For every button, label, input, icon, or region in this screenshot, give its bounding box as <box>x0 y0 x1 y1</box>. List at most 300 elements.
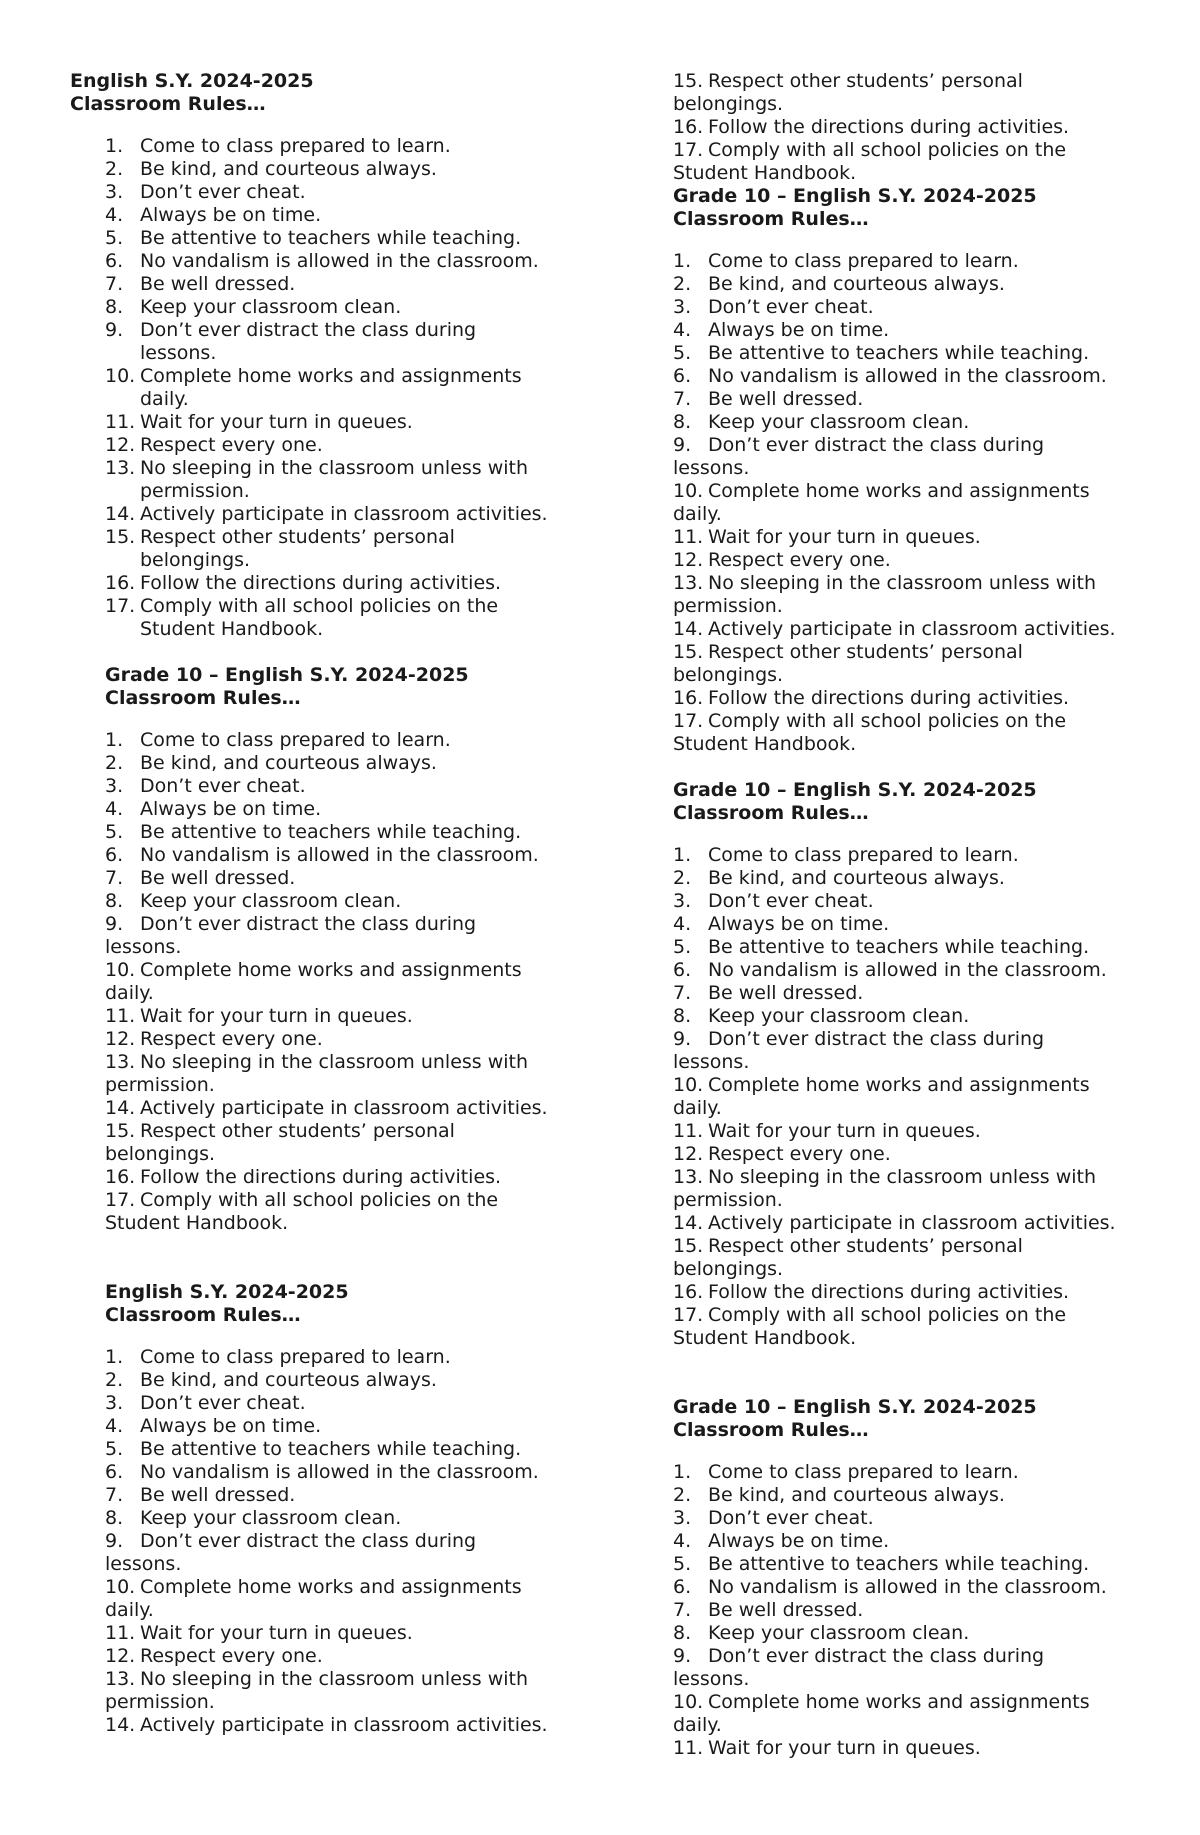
rule-text: Be attentive to teachers while teaching. <box>708 936 1090 958</box>
rule-number: 10. <box>673 1691 704 1713</box>
rule-number: 1. <box>105 1346 124 1368</box>
rule-text: permission. <box>105 1691 215 1713</box>
section-title <box>673 1396 1037 1419</box>
rule-text: Be kind, and courteous always. <box>140 158 437 180</box>
rule-number: 6. <box>105 1461 124 1483</box>
rule-continuation <box>673 93 783 116</box>
rule-text: daily. <box>673 1714 722 1736</box>
rule-text: Complete home works and assignments <box>708 1691 1090 1713</box>
rule-number: 13. <box>673 572 704 594</box>
rule-text: Don’t ever cheat. <box>140 181 306 203</box>
rule-item <box>105 1668 528 1691</box>
rule-text: lessons. <box>673 1051 750 1073</box>
rule-continuation <box>673 162 856 185</box>
rule-number: 4. <box>105 204 124 226</box>
rule-text: Don’t ever distract the class during <box>708 1028 1045 1050</box>
rule-item <box>105 273 295 296</box>
rule-text: Wait for your turn in queues. <box>140 1622 413 1644</box>
rule-text: Complete home works and assignments <box>708 480 1090 502</box>
heading-text: Classroom Rules… <box>673 802 869 824</box>
rule-number: 8. <box>105 1507 124 1529</box>
rule-text: Always be on time. <box>708 319 890 341</box>
rule-number: 7. <box>105 867 124 889</box>
rule-continuation <box>105 1074 215 1097</box>
rule-number: 1. <box>105 729 124 751</box>
rule-item <box>105 319 476 342</box>
rule-item <box>673 1143 891 1166</box>
rule-item <box>673 959 1107 982</box>
rule-item <box>673 411 969 434</box>
rule-number: 13. <box>105 1051 136 1073</box>
rule-text: No vandalism is allowed in the classroom. <box>140 1461 539 1483</box>
rule-text: Complete home works and assignments <box>708 1074 1090 1096</box>
rule-number: 15. <box>673 641 704 663</box>
rule-number: 12. <box>105 1028 136 1050</box>
rule-text: Be well dressed. <box>708 982 864 1004</box>
rule-text: permission. <box>105 1074 215 1096</box>
rule-text: Comply with all school policies on the <box>708 1304 1067 1326</box>
rule-number: 13. <box>105 1668 136 1690</box>
rule-number: 10. <box>105 1576 136 1598</box>
rule-text: lessons. <box>105 1553 182 1575</box>
rule-item <box>673 1737 981 1760</box>
rule-continuation <box>105 1212 288 1235</box>
rule-item <box>673 710 1066 733</box>
rule-continuation <box>105 936 181 959</box>
rule-item <box>673 342 1089 365</box>
rule-item <box>105 798 321 821</box>
rule-text: Respect every one. <box>708 1143 891 1165</box>
rule-number: 15. <box>105 526 136 548</box>
rule-number: 4. <box>105 1415 124 1437</box>
rule-text: Be attentive to teachers while teaching. <box>708 1553 1090 1575</box>
rule-text: Respect every one. <box>140 434 323 456</box>
rule-item <box>673 434 1044 457</box>
rule-number: 5. <box>673 936 692 958</box>
rule-text: Don’t ever distract the class during <box>140 913 477 935</box>
section-title <box>105 664 469 687</box>
rule-text: Be attentive to teachers while teaching. <box>140 821 522 843</box>
heading-text: Grade 10 – English S.Y. 2024-2025 <box>673 1396 1037 1418</box>
rule-item <box>105 1028 323 1051</box>
rule-number: 16. <box>673 116 704 138</box>
rule-number: 3. <box>105 1392 124 1414</box>
rule-item <box>673 1599 863 1622</box>
rule-text: daily. <box>140 388 189 410</box>
rule-text: Don’t ever distract the class during <box>708 434 1045 456</box>
rule-number: 17. <box>105 595 136 617</box>
rule-number: 17. <box>105 1189 136 1211</box>
rule-number: 2. <box>673 273 692 295</box>
section-subtitle <box>673 802 869 825</box>
rule-item <box>105 1645 323 1668</box>
rule-text: Keep your classroom clean. <box>140 890 402 912</box>
rule-item <box>105 434 323 457</box>
rule-number: 15. <box>673 70 704 92</box>
rule-number: 8. <box>105 296 124 318</box>
rule-item <box>673 1166 1096 1189</box>
rule-text: Don’t ever cheat. <box>140 775 306 797</box>
rule-item <box>673 1005 969 1028</box>
rule-item <box>673 913 889 936</box>
rule-text: daily. <box>673 1097 722 1119</box>
rule-item <box>105 775 306 798</box>
rule-number: 7. <box>673 388 692 410</box>
rule-text: Be kind, and courteous always. <box>708 867 1005 889</box>
rule-item <box>673 1576 1107 1599</box>
rule-item <box>673 982 863 1005</box>
rule-text: No vandalism is allowed in the classroom. <box>140 250 539 272</box>
rule-number: 6. <box>673 1576 692 1598</box>
rule-item <box>673 116 1069 139</box>
rule-number: 1. <box>105 135 124 157</box>
rule-text: Complete home works and assignments <box>140 365 522 387</box>
rule-text: Wait for your turn in queues. <box>708 1120 981 1142</box>
rule-number: 3. <box>105 181 124 203</box>
rule-number: 15. <box>673 1235 704 1257</box>
rule-continuation <box>140 618 323 641</box>
rule-item <box>105 1120 455 1143</box>
rule-number: 2. <box>105 752 124 774</box>
rule-number: 2. <box>673 1484 692 1506</box>
rule-item <box>105 913 476 936</box>
rule-continuation <box>673 1189 783 1212</box>
rule-text: belongings. <box>673 664 784 686</box>
rule-text: No sleeping in the classroom unless with <box>708 572 1097 594</box>
rule-text: Respect other students’ personal <box>140 526 455 548</box>
rule-text: lessons. <box>105 936 182 958</box>
rule-item <box>105 1005 413 1028</box>
rule-item <box>673 1691 1090 1714</box>
rule-text: Complete home works and assignments <box>140 1576 522 1598</box>
rule-text: daily. <box>673 503 722 525</box>
rule-number: 5. <box>105 227 124 249</box>
rule-text: Wait for your turn in queues. <box>140 1005 413 1027</box>
rule-item <box>105 204 321 227</box>
heading-text: Classroom Rules… <box>105 1304 301 1326</box>
rule-text: Don’t ever cheat. <box>708 1507 874 1529</box>
rule-item <box>673 1212 1116 1235</box>
rule-text: Come to class prepared to learn. <box>140 135 451 157</box>
rule-continuation <box>673 733 856 756</box>
rule-text: Student Handbook. <box>673 1327 857 1349</box>
rule-item <box>105 250 539 273</box>
rule-item <box>673 1074 1090 1097</box>
rule-number: 9. <box>105 319 124 341</box>
rule-item <box>105 1189 498 1212</box>
rule-number: 2. <box>105 158 124 180</box>
rule-item <box>673 1028 1044 1051</box>
rule-text: No sleeping in the classroom unless with <box>708 1166 1097 1188</box>
rule-item <box>105 572 501 595</box>
heading-text: Classroom Rules… <box>673 1419 869 1441</box>
rule-text: Respect every one. <box>708 549 891 571</box>
rule-item <box>673 1281 1069 1304</box>
rule-continuation <box>673 503 722 526</box>
rule-text: Be well dressed. <box>708 388 864 410</box>
rule-text: Don’t ever distract the class during <box>140 1530 477 1552</box>
rule-continuation <box>105 1691 215 1714</box>
section-subtitle <box>105 1304 301 1327</box>
rule-text: Don’t ever distract the class during <box>140 319 477 341</box>
rule-number: 5. <box>673 1553 692 1575</box>
rule-text: Don’t ever cheat. <box>140 1392 306 1414</box>
rule-text: Be well dressed. <box>140 273 296 295</box>
heading-text: English S.Y. 2024-2025 <box>105 1281 349 1303</box>
rule-item <box>105 821 521 844</box>
rule-number: 1. <box>673 844 692 866</box>
rule-number: 6. <box>673 365 692 387</box>
rule-item <box>105 227 521 250</box>
rule-text: Come to class prepared to learn. <box>140 1346 451 1368</box>
rule-text: Actively participate in classroom activities. <box>140 503 548 525</box>
rule-item <box>673 1530 889 1553</box>
rule-number: 14. <box>105 1097 136 1119</box>
section-subtitle <box>70 93 266 116</box>
rule-number: 10. <box>673 480 704 502</box>
rule-item <box>105 181 306 204</box>
rule-text: Actively participate in classroom activities. <box>708 1212 1116 1234</box>
rule-item <box>673 388 863 411</box>
rule-number: 4. <box>105 798 124 820</box>
heading-text: Classroom Rules… <box>673 208 869 230</box>
rule-number: 11. <box>105 1005 136 1027</box>
rule-text: Come to class prepared to learn. <box>140 729 451 751</box>
rule-text: Respect other students’ personal <box>708 641 1023 663</box>
rule-text: Follow the directions during activities. <box>708 687 1070 709</box>
rule-text: Respect every one. <box>140 1645 323 1667</box>
rule-text: Be kind, and courteous always. <box>140 752 437 774</box>
rule-text: Always be on time. <box>708 1530 890 1552</box>
rule-number: 8. <box>673 411 692 433</box>
rule-text: permission. <box>673 595 783 617</box>
rule-item <box>105 844 539 867</box>
rule-item <box>105 411 413 434</box>
rule-item <box>105 526 455 549</box>
rule-text: lessons. <box>140 342 217 364</box>
rule-text: Keep your classroom clean. <box>140 296 402 318</box>
rule-item <box>105 752 437 775</box>
rule-number: 14. <box>105 503 136 525</box>
heading-text: Grade 10 – English S.Y. 2024-2025 <box>673 779 1037 801</box>
rule-item <box>105 1484 295 1507</box>
rule-text: Come to class prepared to learn. <box>708 250 1019 272</box>
rule-text: Don’t ever cheat. <box>708 296 874 318</box>
rule-item <box>673 1304 1066 1327</box>
rule-item <box>105 457 528 480</box>
rule-number: 16. <box>105 1166 136 1188</box>
rule-item <box>105 158 437 181</box>
rule-item <box>105 1369 437 1392</box>
rule-text: Follow the directions during activities. <box>140 1166 502 1188</box>
rule-continuation <box>105 982 154 1005</box>
rule-text: Always be on time. <box>140 798 322 820</box>
rule-item <box>673 844 1019 867</box>
rule-number: 8. <box>673 1005 692 1027</box>
rule-text: Be kind, and courteous always. <box>708 1484 1005 1506</box>
rule-continuation <box>673 1258 783 1281</box>
heading-text: English S.Y. 2024-2025 <box>70 70 314 92</box>
rule-item <box>673 890 874 913</box>
rule-number: 10. <box>673 1074 704 1096</box>
rule-text: Always be on time. <box>140 1415 322 1437</box>
rule-number: 2. <box>673 867 692 889</box>
rule-text: No sleeping in the classroom unless with <box>140 1668 529 1690</box>
rule-continuation <box>673 595 783 618</box>
rule-number: 14. <box>673 1212 704 1234</box>
rule-item <box>105 135 451 158</box>
rule-item <box>673 139 1066 162</box>
rule-continuation <box>140 342 216 365</box>
rule-text: permission. <box>673 1189 783 1211</box>
rule-text: Be well dressed. <box>140 1484 296 1506</box>
rule-number: 7. <box>105 1484 124 1506</box>
rule-number: 11. <box>673 1737 704 1759</box>
rule-continuation <box>105 1143 215 1166</box>
rule-text: Actively participate in classroom activities. <box>140 1097 548 1119</box>
rule-number: 5. <box>105 821 124 843</box>
rule-item <box>673 319 889 342</box>
rule-item <box>105 1530 476 1553</box>
rule-item <box>105 729 451 752</box>
rule-number: 11. <box>673 1120 704 1142</box>
rule-number: 16. <box>673 1281 704 1303</box>
rule-number: 9. <box>105 913 124 935</box>
heading-text: Grade 10 – English S.Y. 2024-2025 <box>673 185 1037 207</box>
rule-number: 9. <box>673 1028 692 1050</box>
rule-item <box>105 1507 401 1530</box>
rule-number: 7. <box>105 273 124 295</box>
rule-text: Come to class prepared to learn. <box>708 1461 1019 1483</box>
rule-item <box>673 526 981 549</box>
rule-text: Don’t ever cheat. <box>708 890 874 912</box>
rule-item <box>105 1622 413 1645</box>
rule-item <box>105 890 401 913</box>
rule-number: 17. <box>673 710 704 732</box>
rule-text: Follow the directions during activities. <box>708 116 1070 138</box>
rule-text: No sleeping in the classroom unless with <box>140 457 529 479</box>
section-subtitle <box>105 687 301 710</box>
rule-number: 3. <box>105 775 124 797</box>
rule-number: 9. <box>673 1645 692 1667</box>
rule-item <box>673 1645 1044 1668</box>
rule-item <box>105 1461 539 1484</box>
rule-number: 13. <box>105 457 136 479</box>
rule-text: belongings. <box>140 549 251 571</box>
rule-text: Be attentive to teachers while teaching. <box>708 342 1090 364</box>
rule-item <box>673 618 1116 641</box>
rule-continuation <box>673 664 783 687</box>
rule-item <box>105 365 522 388</box>
rule-text: daily. <box>105 1599 154 1621</box>
rule-text: Be kind, and courteous always. <box>140 1369 437 1391</box>
rule-number: 12. <box>673 549 704 571</box>
rule-item <box>673 867 1005 890</box>
rule-continuation <box>105 1599 154 1622</box>
rule-item <box>105 1097 548 1120</box>
section-subtitle <box>673 1419 869 1442</box>
rule-text: daily. <box>105 982 154 1004</box>
rule-item <box>673 936 1089 959</box>
rule-item <box>673 273 1005 296</box>
rule-number: 4. <box>673 319 692 341</box>
rule-number: 11. <box>105 411 136 433</box>
rule-number: 15. <box>105 1120 136 1142</box>
rule-number: 4. <box>673 913 692 935</box>
rule-text: No sleeping in the classroom unless with <box>140 1051 529 1073</box>
rule-number: 16. <box>105 572 136 594</box>
rule-number: 11. <box>673 526 704 548</box>
rule-item <box>673 1484 1005 1507</box>
rule-item <box>673 1553 1089 1576</box>
rule-text: Keep your classroom clean. <box>708 411 970 433</box>
rule-number: 3. <box>673 890 692 912</box>
rule-text: No vandalism is allowed in the classroom. <box>708 365 1107 387</box>
rule-text: Actively participate in classroom activities. <box>140 1714 548 1736</box>
heading-text: Grade 10 – English S.Y. 2024-2025 <box>105 664 469 686</box>
rule-item <box>673 1120 981 1143</box>
rule-number: 10. <box>105 959 136 981</box>
rule-number: 4. <box>673 1530 692 1552</box>
rule-text: Student Handbook. <box>105 1212 289 1234</box>
rule-text: lessons. <box>673 457 750 479</box>
rule-number: 14. <box>105 1714 136 1736</box>
rule-text: Keep your classroom clean. <box>140 1507 402 1529</box>
rule-continuation <box>105 1553 181 1576</box>
rule-item <box>105 296 401 319</box>
rule-text: Student Handbook. <box>673 733 857 755</box>
rule-continuation <box>140 480 250 503</box>
section-title <box>673 185 1037 208</box>
rule-text: No vandalism is allowed in the classroom. <box>708 1576 1107 1598</box>
rule-item <box>673 1622 969 1645</box>
rule-item <box>105 1415 321 1438</box>
rule-number: 5. <box>673 342 692 364</box>
rule-text: Wait for your turn in queues. <box>708 526 981 548</box>
section-title <box>673 779 1037 802</box>
rule-continuation <box>140 388 189 411</box>
rule-text: Comply with all school policies on the <box>708 710 1067 732</box>
rule-continuation <box>673 1714 722 1737</box>
rule-number: 11. <box>105 1622 136 1644</box>
rule-text: Wait for your turn in queues. <box>140 411 413 433</box>
rule-number: 6. <box>105 250 124 272</box>
rule-number: 10. <box>105 365 136 387</box>
rule-text: lessons. <box>673 1668 750 1690</box>
rule-text: Be well dressed. <box>708 1599 864 1621</box>
rule-text: belongings. <box>673 93 784 115</box>
rule-item <box>105 1392 306 1415</box>
rule-item <box>105 867 295 890</box>
rule-text: Be kind, and courteous always. <box>708 273 1005 295</box>
rule-text: Always be on time. <box>708 913 890 935</box>
rule-text: Respect other students’ personal <box>708 1235 1023 1257</box>
rule-item <box>105 1346 451 1369</box>
rule-text: Complete home works and assignments <box>140 959 522 981</box>
rule-number: 17. <box>673 1304 704 1326</box>
rule-continuation <box>673 1097 722 1120</box>
rule-item <box>673 687 1069 710</box>
rule-item <box>105 503 548 526</box>
rule-number: 3. <box>673 1507 692 1529</box>
rule-number: 1. <box>673 1461 692 1483</box>
rule-number: 17. <box>673 139 704 161</box>
rule-number: 6. <box>673 959 692 981</box>
rule-item <box>673 365 1107 388</box>
rule-number: 14. <box>673 618 704 640</box>
rule-number: 1. <box>673 250 692 272</box>
rule-item <box>105 595 498 618</box>
